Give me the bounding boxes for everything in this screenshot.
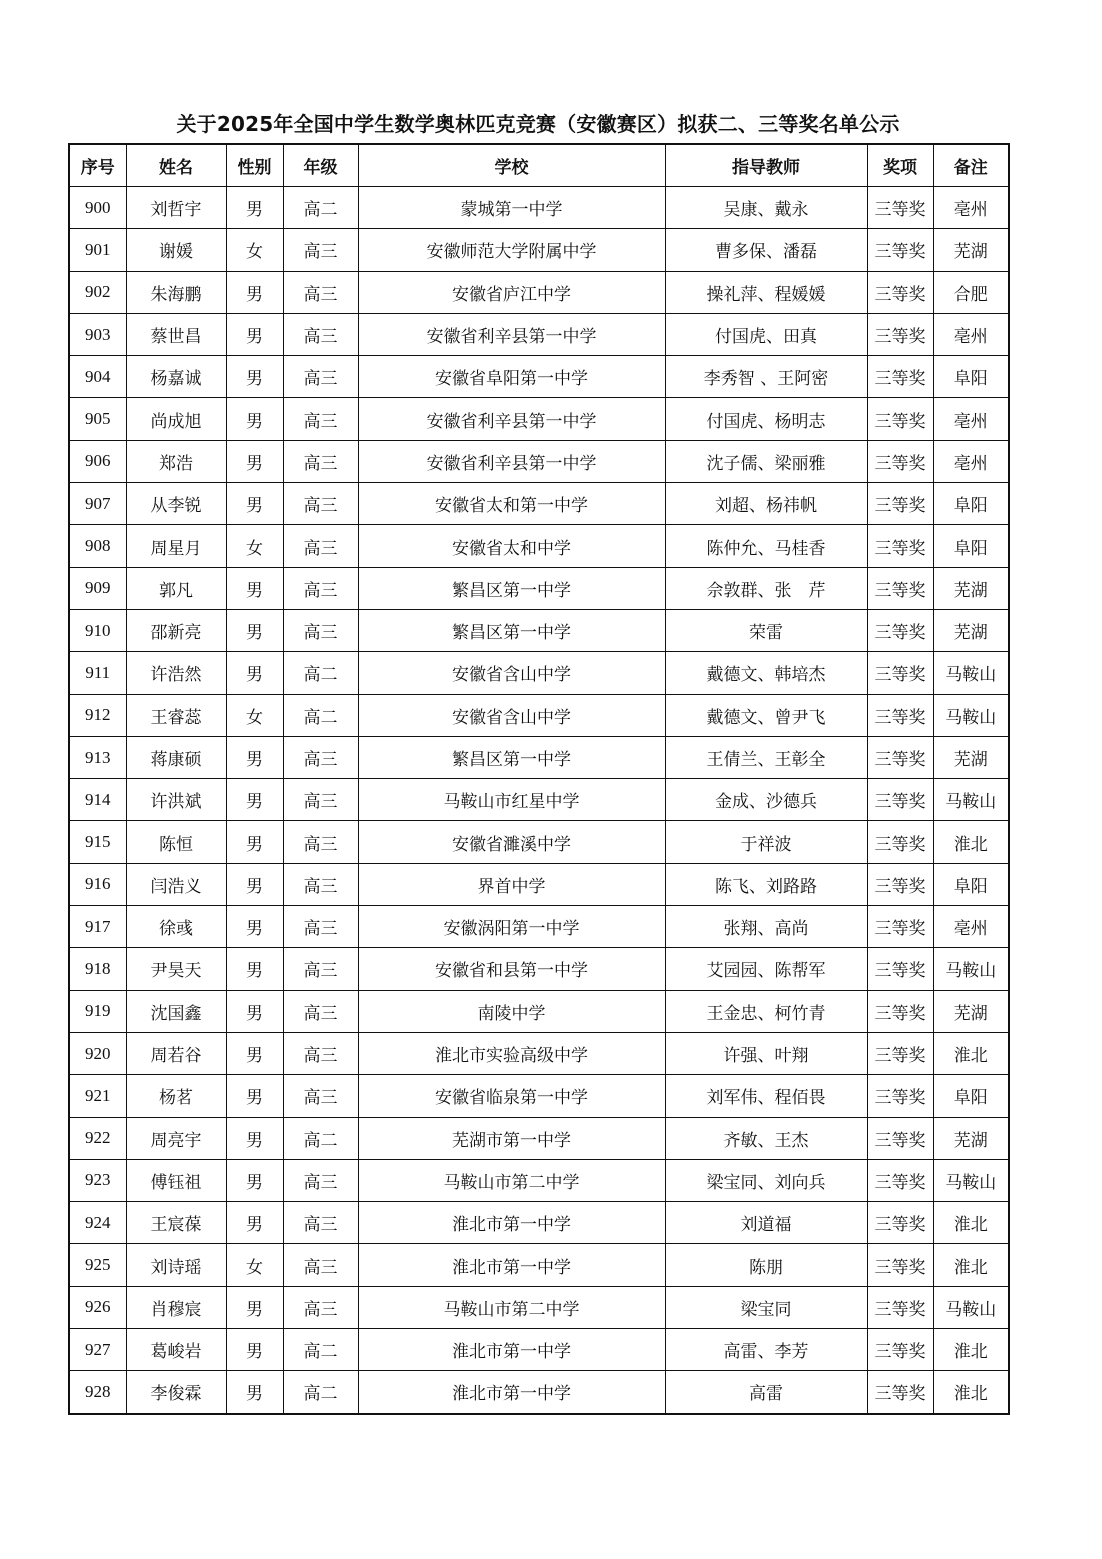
cell-name: 许洪斌 (126, 779, 226, 821)
cell-teacher: 王金忠、柯竹青 (665, 990, 867, 1032)
cell-note: 马鞍山 (933, 1159, 1009, 1201)
cell-grade: 高三 (283, 609, 358, 651)
cell-school: 蒙城第一中学 (358, 187, 665, 229)
cell-teacher: 梁宝同、刘向兵 (665, 1159, 867, 1201)
table-row (69, 652, 1009, 694)
table-row (69, 1202, 1009, 1244)
cell-grade: 高三 (283, 779, 358, 821)
cell-award: 三等奖 (867, 271, 933, 313)
cell-name: 杨嘉诚 (126, 356, 226, 398)
cell-note: 马鞍山 (933, 652, 1009, 694)
table-row (69, 356, 1009, 398)
cell-award: 三等奖 (867, 609, 933, 651)
cell-grade: 高三 (283, 525, 358, 567)
table-row (69, 736, 1009, 778)
cell-school: 繁昌区第一中学 (358, 567, 665, 609)
cell-gender: 男 (226, 990, 283, 1032)
cell-name: 谢媛 (126, 229, 226, 271)
cell-award: 三等奖 (867, 821, 933, 863)
cell-school: 安徽省太和第一中学 (358, 483, 665, 525)
cell-note: 芜湖 (933, 229, 1009, 271)
cell-no: 904 (69, 356, 126, 398)
cell-note: 淮北 (933, 1371, 1009, 1414)
table-body (69, 187, 1009, 1414)
header-teacher: 指导教师 (665, 144, 867, 187)
table-row (69, 1159, 1009, 1201)
cell-name: 尹昊天 (126, 948, 226, 990)
cell-grade: 高三 (283, 1032, 358, 1074)
cell-award: 三等奖 (867, 398, 933, 440)
cell-teacher: 荣雷 (665, 609, 867, 651)
cell-no: 913 (69, 736, 126, 778)
table-row (69, 567, 1009, 609)
cell-school: 安徽省利辛县第一中学 (358, 440, 665, 482)
table-row (69, 1371, 1009, 1414)
cell-school: 安徽涡阳第一中学 (358, 906, 665, 948)
cell-teacher: 付国虎、田真 (665, 313, 867, 355)
cell-grade: 高三 (283, 1286, 358, 1328)
cell-note: 马鞍山 (933, 948, 1009, 990)
cell-grade: 高二 (283, 694, 358, 736)
cell-gender: 男 (226, 1159, 283, 1201)
cell-teacher: 曹多保、潘磊 (665, 229, 867, 271)
cell-note: 合肥 (933, 271, 1009, 313)
cell-gender: 女 (226, 229, 283, 271)
cell-grade: 高三 (283, 229, 358, 271)
cell-note: 阜阳 (933, 525, 1009, 567)
cell-teacher: 陈飞、刘路路 (665, 863, 867, 905)
cell-gender: 男 (226, 1032, 283, 1074)
table-row (69, 779, 1009, 821)
cell-award: 三等奖 (867, 483, 933, 525)
cell-note: 淮北 (933, 821, 1009, 863)
table-row (69, 1032, 1009, 1074)
cell-name: 尚成旭 (126, 398, 226, 440)
cell-school: 淮北市第一中学 (358, 1244, 665, 1286)
table-row (69, 990, 1009, 1032)
table-row (69, 271, 1009, 313)
cell-no: 907 (69, 483, 126, 525)
cell-school: 马鞍山市红星中学 (358, 779, 665, 821)
cell-no: 918 (69, 948, 126, 990)
cell-award: 三等奖 (867, 694, 933, 736)
header-school: 学校 (358, 144, 665, 187)
cell-gender: 男 (226, 1329, 283, 1371)
cell-teacher: 高雷 (665, 1371, 867, 1414)
table-row (69, 229, 1009, 271)
table-row (69, 821, 1009, 863)
cell-school: 安徽省濉溪中学 (358, 821, 665, 863)
cell-name: 周亮宇 (126, 1117, 226, 1159)
cell-grade: 高三 (283, 1159, 358, 1201)
cell-gender: 男 (226, 1117, 283, 1159)
cell-name: 杨茗 (126, 1075, 226, 1117)
cell-grade: 高三 (283, 736, 358, 778)
cell-gender: 男 (226, 779, 283, 821)
cell-grade: 高三 (283, 567, 358, 609)
table-row (69, 1117, 1009, 1159)
cell-grade: 高三 (283, 483, 358, 525)
cell-school: 安徽省临泉第一中学 (358, 1075, 665, 1117)
cell-gender: 男 (226, 652, 283, 694)
cell-name: 刘诗瑶 (126, 1244, 226, 1286)
table-row (69, 525, 1009, 567)
cell-name: 周星月 (126, 525, 226, 567)
cell-gender: 男 (226, 187, 283, 229)
cell-note: 亳州 (933, 187, 1009, 229)
cell-teacher: 佘敦群、张 芹 (665, 567, 867, 609)
cell-gender: 男 (226, 1371, 283, 1414)
cell-no: 919 (69, 990, 126, 1032)
cell-note: 芜湖 (933, 567, 1009, 609)
cell-no: 901 (69, 229, 126, 271)
cell-school: 繁昌区第一中学 (358, 609, 665, 651)
table-row (69, 863, 1009, 905)
table-header (69, 144, 1009, 187)
table-row (69, 906, 1009, 948)
cell-teacher: 陈仲允、马桂香 (665, 525, 867, 567)
table-row (69, 398, 1009, 440)
cell-gender: 男 (226, 821, 283, 863)
cell-teacher: 付国虎、杨明志 (665, 398, 867, 440)
cell-gender: 女 (226, 1244, 283, 1286)
cell-grade: 高三 (283, 906, 358, 948)
cell-name: 蔡世昌 (126, 313, 226, 355)
cell-award: 三等奖 (867, 1329, 933, 1371)
cell-note: 淮北 (933, 1032, 1009, 1074)
cell-school: 淮北市实验高级中学 (358, 1032, 665, 1074)
cell-grade: 高三 (283, 990, 358, 1032)
cell-award: 三等奖 (867, 525, 933, 567)
cell-no: 903 (69, 313, 126, 355)
table-row (69, 948, 1009, 990)
header-row (69, 144, 1009, 187)
cell-teacher: 刘道福 (665, 1202, 867, 1244)
cell-teacher: 刘军伟、程佰畏 (665, 1075, 867, 1117)
header-gender: 性别 (226, 144, 283, 187)
cell-school: 安徽省阜阳第一中学 (358, 356, 665, 398)
header-grade: 年级 (283, 144, 358, 187)
cell-school: 马鞍山市第二中学 (358, 1159, 665, 1201)
cell-note: 马鞍山 (933, 1286, 1009, 1328)
cell-note: 阜阳 (933, 483, 1009, 525)
cell-award: 三等奖 (867, 1202, 933, 1244)
cell-school: 安徽省庐江中学 (358, 271, 665, 313)
cell-name: 徐彧 (126, 906, 226, 948)
cell-no: 921 (69, 1075, 126, 1117)
cell-grade: 高三 (283, 1075, 358, 1117)
cell-note: 亳州 (933, 398, 1009, 440)
table-row (69, 694, 1009, 736)
cell-name: 邵新亮 (126, 609, 226, 651)
cell-name: 从李锐 (126, 483, 226, 525)
cell-award: 三等奖 (867, 1032, 933, 1074)
cell-grade: 高三 (283, 356, 358, 398)
cell-note: 亳州 (933, 440, 1009, 482)
cell-teacher: 齐敏、王杰 (665, 1117, 867, 1159)
cell-award: 三等奖 (867, 313, 933, 355)
cell-note: 淮北 (933, 1202, 1009, 1244)
cell-teacher: 王倩兰、王彰全 (665, 736, 867, 778)
cell-gender: 男 (226, 1202, 283, 1244)
cell-name: 郭凡 (126, 567, 226, 609)
cell-school: 安徽师范大学附属中学 (358, 229, 665, 271)
cell-no: 928 (69, 1371, 126, 1414)
cell-gender: 男 (226, 948, 283, 990)
cell-no: 902 (69, 271, 126, 313)
cell-no: 925 (69, 1244, 126, 1286)
cell-name: 沈国鑫 (126, 990, 226, 1032)
cell-teacher: 艾园园、陈帮军 (665, 948, 867, 990)
cell-name: 陈恒 (126, 821, 226, 863)
cell-note: 马鞍山 (933, 694, 1009, 736)
table-row (69, 609, 1009, 651)
cell-gender: 男 (226, 440, 283, 482)
cell-no: 923 (69, 1159, 126, 1201)
cell-note: 亳州 (933, 906, 1009, 948)
cell-name: 郑浩 (126, 440, 226, 482)
cell-gender: 男 (226, 1075, 283, 1117)
cell-gender: 男 (226, 863, 283, 905)
cell-teacher: 梁宝同 (665, 1286, 867, 1328)
cell-grade: 高二 (283, 1329, 358, 1371)
cell-no: 900 (69, 187, 126, 229)
cell-grade: 高三 (283, 1244, 358, 1286)
cell-no: 917 (69, 906, 126, 948)
cell-note: 马鞍山 (933, 779, 1009, 821)
cell-no: 924 (69, 1202, 126, 1244)
table-row (69, 1286, 1009, 1328)
cell-name: 肖穆宸 (126, 1286, 226, 1328)
cell-grade: 高三 (283, 398, 358, 440)
header-no: 序号 (69, 144, 126, 187)
cell-award: 三等奖 (867, 863, 933, 905)
cell-school: 安徽省利辛县第一中学 (358, 398, 665, 440)
cell-award: 三等奖 (867, 990, 933, 1032)
cell-name: 葛峻岩 (126, 1329, 226, 1371)
cell-teacher: 李秀智 、王阿密 (665, 356, 867, 398)
cell-no: 909 (69, 567, 126, 609)
cell-teacher: 戴德文、韩培杰 (665, 652, 867, 694)
cell-school: 淮北市第一中学 (358, 1202, 665, 1244)
cell-no: 912 (69, 694, 126, 736)
cell-grade: 高三 (283, 313, 358, 355)
cell-name: 闫浩义 (126, 863, 226, 905)
cell-note: 阜阳 (933, 863, 1009, 905)
cell-grade: 高三 (283, 863, 358, 905)
cell-award: 三等奖 (867, 1117, 933, 1159)
cell-note: 芜湖 (933, 736, 1009, 778)
cell-award: 三等奖 (867, 356, 933, 398)
cell-teacher: 吴康、戴永 (665, 187, 867, 229)
cell-no: 911 (69, 652, 126, 694)
cell-no: 906 (69, 440, 126, 482)
cell-gender: 男 (226, 736, 283, 778)
cell-grade: 高二 (283, 1117, 358, 1159)
cell-gender: 男 (226, 356, 283, 398)
cell-note: 亳州 (933, 313, 1009, 355)
cell-no: 927 (69, 1329, 126, 1371)
cell-teacher: 戴德文、曾尹飞 (665, 694, 867, 736)
cell-gender: 男 (226, 906, 283, 948)
cell-gender: 男 (226, 313, 283, 355)
cell-note: 芜湖 (933, 990, 1009, 1032)
cell-grade: 高二 (283, 652, 358, 694)
cell-school: 安徽省和县第一中学 (358, 948, 665, 990)
cell-award: 三等奖 (867, 1371, 933, 1414)
cell-name: 王睿蕊 (126, 694, 226, 736)
cell-school: 繁昌区第一中学 (358, 736, 665, 778)
cell-award: 三等奖 (867, 652, 933, 694)
cell-gender: 男 (226, 271, 283, 313)
table-row (69, 1075, 1009, 1117)
cell-note: 阜阳 (933, 356, 1009, 398)
cell-note: 芜湖 (933, 1117, 1009, 1159)
cell-no: 905 (69, 398, 126, 440)
cell-grade: 高二 (283, 1371, 358, 1414)
cell-name: 李俊霖 (126, 1371, 226, 1414)
cell-award: 三等奖 (867, 948, 933, 990)
cell-award: 三等奖 (867, 779, 933, 821)
cell-school: 淮北市第一中学 (358, 1329, 665, 1371)
cell-award: 三等奖 (867, 1159, 933, 1201)
table-row (69, 313, 1009, 355)
cell-award: 三等奖 (867, 440, 933, 482)
cell-school: 安徽省太和中学 (358, 525, 665, 567)
header-award: 奖项 (867, 144, 933, 187)
cell-grade: 高二 (283, 187, 358, 229)
cell-award: 三等奖 (867, 229, 933, 271)
cell-award: 三等奖 (867, 906, 933, 948)
cell-award: 三等奖 (867, 187, 933, 229)
table-row (69, 1329, 1009, 1371)
cell-name: 许浩然 (126, 652, 226, 694)
cell-no: 926 (69, 1286, 126, 1328)
cell-award: 三等奖 (867, 1244, 933, 1286)
cell-name: 王宸葆 (126, 1202, 226, 1244)
table-row (69, 1244, 1009, 1286)
cell-grade: 高三 (283, 440, 358, 482)
cell-no: 920 (69, 1032, 126, 1074)
cell-teacher: 陈朋 (665, 1244, 867, 1286)
page-title: 关于2025年全国中学生数学奥林匹克竞赛（安徽赛区）拟获二、三等奖名单公示 (176, 112, 900, 136)
cell-no: 914 (69, 779, 126, 821)
cell-name: 朱海鹏 (126, 271, 226, 313)
cell-school: 马鞍山市第二中学 (358, 1286, 665, 1328)
cell-no: 910 (69, 609, 126, 651)
cell-no: 916 (69, 863, 126, 905)
cell-grade: 高三 (283, 1202, 358, 1244)
cell-teacher: 金成、沙德兵 (665, 779, 867, 821)
cell-teacher: 许强、叶翔 (665, 1032, 867, 1074)
cell-teacher: 于祥波 (665, 821, 867, 863)
cell-name: 傅钰祖 (126, 1159, 226, 1201)
cell-no: 908 (69, 525, 126, 567)
cell-gender: 男 (226, 1286, 283, 1328)
header-note: 备注 (933, 144, 1009, 187)
cell-note: 淮北 (933, 1329, 1009, 1371)
cell-note: 阜阳 (933, 1075, 1009, 1117)
cell-gender: 男 (226, 483, 283, 525)
cell-award: 三等奖 (867, 736, 933, 778)
cell-gender: 男 (226, 609, 283, 651)
cell-teacher: 沈子儒、梁丽雅 (665, 440, 867, 482)
cell-school: 安徽省利辛县第一中学 (358, 313, 665, 355)
table-row (69, 187, 1009, 229)
cell-school: 安徽省含山中学 (358, 694, 665, 736)
cell-grade: 高三 (283, 948, 358, 990)
table-row (69, 440, 1009, 482)
cell-gender: 女 (226, 525, 283, 567)
cell-teacher: 刘超、杨祎帆 (665, 483, 867, 525)
cell-grade: 高三 (283, 271, 358, 313)
cell-name: 周若谷 (126, 1032, 226, 1074)
cell-no: 915 (69, 821, 126, 863)
cell-note: 淮北 (933, 1244, 1009, 1286)
cell-teacher: 高雷、李芳 (665, 1329, 867, 1371)
cell-teacher: 操礼萍、程媛媛 (665, 271, 867, 313)
cell-award: 三等奖 (867, 567, 933, 609)
cell-note: 芜湖 (933, 609, 1009, 651)
cell-gender: 男 (226, 398, 283, 440)
cell-school: 淮北市第一中学 (358, 1371, 665, 1414)
award-list-table (68, 143, 1010, 1415)
cell-teacher: 张翔、高尚 (665, 906, 867, 948)
cell-gender: 女 (226, 694, 283, 736)
cell-school: 安徽省含山中学 (358, 652, 665, 694)
cell-school: 南陵中学 (358, 990, 665, 1032)
cell-award: 三等奖 (867, 1286, 933, 1328)
cell-grade: 高三 (283, 821, 358, 863)
cell-school: 界首中学 (358, 863, 665, 905)
cell-award: 三等奖 (867, 1075, 933, 1117)
cell-name: 蒋康硕 (126, 736, 226, 778)
cell-school: 芜湖市第一中学 (358, 1117, 665, 1159)
table-row (69, 483, 1009, 525)
cell-name: 刘哲宇 (126, 187, 226, 229)
cell-no: 922 (69, 1117, 126, 1159)
header-name: 姓名 (126, 144, 226, 187)
cell-gender: 男 (226, 567, 283, 609)
